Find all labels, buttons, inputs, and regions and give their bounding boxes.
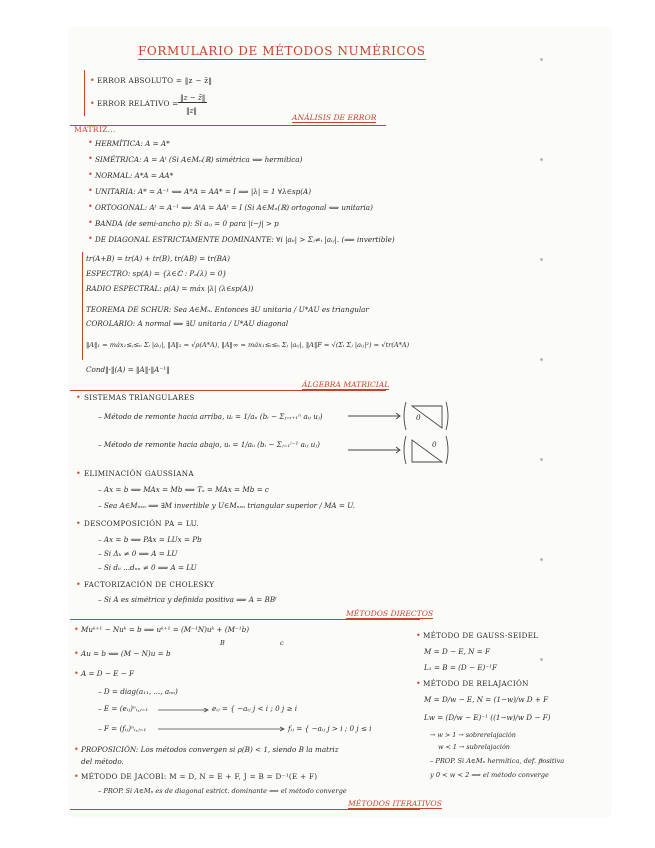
section-rule [70, 125, 386, 126]
matrix-unitary: UNITARIA: A* = A⁻¹ ⟺ A*A = AA* = I ⟹ |λ| = 1 ∀λ∈sp(A) [95, 187, 312, 196]
matrix-symmetric: SIMÉTRICA: A = Aᵗ (Si A∈Mₙ(ℝ) simétrica ⟺ hermítica) [95, 155, 303, 164]
section-rule [82, 252, 83, 360]
gauss-seidel-matrix: L₁ = B = (D − E)⁻¹F [424, 663, 497, 672]
triangular-sketches [348, 398, 478, 468]
over-relaxation: → w > 1 → sobrerelajación [430, 731, 516, 739]
gaussian-elimination: ELIMINACIÓN GAUSSIANA [84, 469, 194, 478]
margin-dot [540, 58, 543, 61]
section-rule [70, 390, 386, 391]
matrix-hermitian: HERMÍTICA: A = A* [95, 139, 170, 148]
margin-dot [540, 458, 543, 461]
under-relaxation: w < 1 → subrelajación [438, 743, 510, 751]
lower-triangle-zero: 0 [432, 440, 437, 449]
relative-error-numerator: ‖z − z̃‖ [180, 93, 206, 102]
absolute-error: ERROR ABSOLUTO = ‖z − z̃‖ [97, 76, 213, 85]
relative-error-label: ERROR RELATIVO = [97, 99, 179, 108]
matrix-diagonal-dominant: DE DIAGONAL ESTRICTAMENTE DOMINANTE: ∀i |aᵢᵢ| > Σⱼ≠ᵢ |aᵢⱼ|. (⟹ invertible) [95, 235, 395, 244]
splitting-equation: Au = b ⟺ (M − N)u = b [81, 649, 171, 658]
convergence-proposition-end: del método. [81, 757, 124, 766]
relaxation-proposition: – PROP. Si A∈Mₙ hermítica, def. positiva [430, 757, 565, 765]
gauss-seidel-splitting: M = D − E, N = F [424, 647, 490, 656]
margin-dot [540, 658, 543, 661]
pa-lu-decomposition: DESCOMPOSICIÓN PA = LU. [84, 519, 199, 528]
gaussian-step-1: – Ax = b ⟺ MAx = Mb ⟺ Tₓ = MAx = Mb = c [98, 485, 269, 494]
splitting-e-def: eᵢⱼ = { −aᵢⱼ j < i ; 0 j ≥ i [212, 704, 298, 713]
notes-page: FORMULARIO DE MÉTODOS NUMÉRICOS • ERROR ABSOLUTO = ‖z − z̃‖ • ERROR RELATIVO = ‖z − z̃‖ ‖z‖ ANÁLISIS DE ERROR MATRIZ... • HERMÍTICA: A = A* • SIMÉTRICA: A = Aᵗ (Si A∈Mₙ(ℝ) simétrica ⟺ hermítica) • NORMAL: A*A = AA* • UNITARIA: A* = A⁻¹ ⟺ A*A = AA* = I ⟹ |λ| = 1 ∀λ∈sp(A) • ORTOGONAL: Aᵗ = A⁻¹ ⟺ AᵗA = AAᵗ = I (Si A∈Mₙ(ℝ) ortogonal ⟺ unitaria) • BANDA (de semi-ancho p): Si aᵢⱼ = 0 para |i−j| > p • DE DIAGONAL ESTRICTAMENTE DOMINANTE: ∀i |aᵢᵢ| > Σⱼ≠ᵢ |aᵢⱼ|. (⟹ invertible) tr(A+B) = tr(A) + tr(B), tr(AB) = tr(BA) ESPECTRO: sp(A) = {λ∈ℂ : Pₐ(λ) = 0} RADIO ESPECTRAL: ρ(A) = máx |λ| (λ∈sp(A)) TEOREMA DE SCHUR: Sea A∈Mₙ. Entonces ∃U unitaria / U*AU es triangular COROLARIO: A normal ⟺ ∃U unitaria / U*AU diagonal ‖A‖₁ = máx₁≤ⱼ≤ₙ Σᵢ |aᵢⱼ|, ‖A‖₂ = √ρ(A*A), ‖A‖∞ = máx₁≤ᵢ≤ₙ Σⱼ |aᵢⱼ|, ‖A‖F = √(Σᵢ Σⱼ |aᵢⱼ|²) = √tr(A*A) Cond‖·‖(A) = ‖A‖·‖A⁻¹‖ ÁLGEBRA MATRICIAL • SISTEMAS TRIANGULARES – Método de remonte hacia arriba, uᵢ = 1/aᵢᵢ (bᵢ − Σⱼ₌ᵢ₊₁ⁿ aᵢⱼ uⱼ) – Método de remonte hacia abajo, uᵢ = 1/aᵢᵢ (bᵢ − Σⱼ₌₁ⁱ⁻¹ aᵢⱼ uⱼ) 0 0 • ELIMINACIÓN GAUSSIANA – Ax = b ⟺ MAx = Mb ⟺ Tₓ = MAx = Mb = c – Sea A∈Mₙₓₙ ⟹ ∃M invertible y U∈Mₙₓₙ triangular superior / MA = U. • DESCOMPOSICIÓN PA = LU. – Ax = b ⟺ PAx = LUx = Pb – Si Δₖ ≠ 0 ⟹ A = LU – Si dᵢᵢ ...dₙₙ ≠ 0 ⟹ A = LU • FACTORIZACIÓN DE CHOLESKY – Si A es simétrica y definida positiva ⟹ A = BBᵗ MÉTODOS DIRECTOS • Muᵏ⁺¹ − Nuᵏ = b ⟹ uᵏ⁺¹ = (M⁻¹N)uᵏ + (M⁻¹b) B c • Au = b ⟺ (M − N)u = b • A = D − E − F – D = diag(a₁₁, ..., aₙₙ) – E = (eᵢⱼ)ⁿᵢ,ⱼ₌₁ eᵢⱼ = { −aᵢⱼ j < i ; 0 j ≥ i – F = (fᵢⱼ)ⁿᵢ,ⱼ₌₁ fᵢⱼ = { −aᵢⱼ j > i ; 0 j ≤ i • PROPOSICIÓN: Los métodos convergen si ρ(B) < 1, siendo B la matriz del método. • MÉTODO DE JACOBI: M = D, N = E + F, J = B = D⁻¹(E + F) – PROP. Si A∈Mₙ es de diagonal estrict. dominante ⟹ el método converge • MÉTODO DE GAUSS-SEIDEL M = D − E, N = F L₁ = B = (D − E)⁻¹F • MÉTODO DE RELAJACIÓN M = D/w − E, N = (1−w)/w D + F Lw = (D/w − E)⁻¹ ((1−w)/w D − F) → w > 1 → sobrerelajación w < 1 → subrelajación – PROP. Si A∈Mₙ hermítica, def. positiva y 0 < w < 2 ⟹ el método converge MÉTODOS ITERATIVOS [70, 28, 610, 816]
pa-lu-step-2: – Si Δₖ ≠ 0 ⟹ A = LU [98, 549, 178, 558]
convergence-proposition: PROPOSICIÓN: Los métodos convergen si ρ(B) < 1, siendo B la matriz [81, 745, 339, 754]
relaxation-splitting: M = D/w − E, N = (1−w)/w D + F [424, 695, 549, 704]
section-rule [84, 70, 85, 116]
splitting-f-def: fᵢⱼ = { −aᵢⱼ j > i ; 0 j ≤ i [288, 724, 372, 733]
section-iterative-label: MÉTODOS ITERATIVOS [348, 799, 442, 808]
spectrum: ESPECTRO: sp(A) = {λ∈ℂ : Pₐ(λ) = 0} [86, 269, 227, 278]
section-rule [70, 619, 420, 620]
forward-substitution: – Método de remonte hacia abajo, uᵢ = 1/aᵢᵢ (bᵢ − Σⱼ₌₁ⁱ⁻¹ aᵢⱼ uⱼ) [98, 440, 320, 449]
relaxation-matrix: Lw = (D/w − E)⁻¹ ((1−w)/w D − F) [424, 713, 551, 722]
iteration-formula: Muᵏ⁺¹ − Nuᵏ = b ⟹ uᵏ⁺¹ = (M⁻¹N)uᵏ + (M⁻¹b) [81, 625, 250, 634]
iteration-vector-c: c [280, 639, 284, 647]
upper-triangle-zero: 0 [416, 413, 421, 422]
relative-error-denominator: ‖z‖ [186, 106, 197, 115]
schur-theorem: TEOREMA DE SCHUR: Sea A∈Mₙ. Entonces ∃U unitaria / U*AU es triangular [86, 305, 369, 314]
page-title: FORMULARIO DE MÉTODOS NUMÉRICOS [138, 44, 426, 58]
spectral-radius: RADIO ESPECTRAL: ρ(A) = máx |λ| (λ∈sp(A)) [86, 284, 254, 293]
splitting-f: – F = (fᵢⱼ)ⁿᵢ,ⱼ₌₁ [98, 724, 147, 733]
gauss-seidel-method: MÉTODO DE GAUSS-SEIDEL [423, 631, 539, 640]
splitting-def: A = D − E − F [81, 669, 134, 678]
matrix-norms: ‖A‖₁ = máx₁≤ⱼ≤ₙ Σᵢ |aᵢⱼ|, ‖A‖₂ = √ρ(A*A), ‖A‖∞ = máx₁≤ᵢ≤ₙ Σⱼ |aᵢⱼ|, ‖A‖F = √(Σᵢ Σⱼ |aᵢⱼ|²) = √tr(A*A) [86, 341, 410, 349]
corollary: COROLARIO: A normal ⟺ ∃U unitaria / U*AU diagonal [86, 319, 289, 328]
iteration-matrix-b: B [220, 639, 225, 647]
margin-dot [540, 358, 543, 361]
margin-dot [540, 158, 543, 161]
splitting-d: – D = diag(a₁₁, ..., aₙₙ) [98, 687, 178, 696]
trace-properties: tr(A+B) = tr(A) + tr(B), tr(AB) = tr(BA) [86, 254, 230, 263]
matrix-heading: MATRIZ... [74, 125, 116, 134]
condition-number: Cond‖·‖(A) = ‖A‖·‖A⁻¹‖ [86, 365, 170, 374]
matrix-normal: NORMAL: A*A = AA* [95, 171, 174, 180]
section-rule [70, 809, 420, 810]
jacobi-method: MÉTODO DE JACOBI: M = D, N = E + F, J = B = D⁻¹(E + F) [81, 772, 318, 781]
section-error-label: ANÁLISIS DE ERROR [292, 113, 377, 122]
pa-lu-step-3: – Si dᵢᵢ ...dₙₙ ≠ 0 ⟹ A = LU [98, 563, 197, 572]
jacobi-proposition: – PROP. Si A∈Mₙ es de diagonal estrict. dominante ⟹ el método converge [98, 787, 347, 795]
matrix-band: BANDA (de semi-ancho p): Si aᵢⱼ = 0 para |i−j| > p [95, 219, 279, 228]
relaxation-proposition-end: y 0 < w < 2 ⟹ el método converge [430, 771, 549, 779]
section-direct-label: MÉTODOS DIRECTOS [346, 609, 434, 618]
splitting-arrows [158, 708, 288, 732]
splitting-e: – E = (eᵢⱼ)ⁿᵢ,ⱼ₌₁ [98, 704, 149, 713]
matrix-orthogonal: ORTOGONAL: Aᵗ = A⁻¹ ⟺ AᵗA = AAᵗ = I (Si A∈Mₙ(ℝ) ortogonal ⟺ unitaria) [95, 203, 373, 212]
triangular-systems: SISTEMAS TRIANGULARES [84, 393, 195, 402]
cholesky-factorization: FACTORIZACIÓN DE CHOLESKY [84, 580, 215, 589]
margin-dot [540, 558, 543, 561]
relaxation-method: MÉTODO DE RELAJACIÓN [423, 679, 529, 688]
cholesky-condition: – Si A es simétrica y definida positiva ⟹ A = BBᵗ [98, 595, 277, 604]
pa-lu-step-1: – Ax = b ⟺ PAx = LUx = Pb [98, 535, 202, 544]
margin-dot [540, 258, 543, 261]
backward-substitution: – Método de remonte hacia arriba, uᵢ = 1/aᵢᵢ (bᵢ − Σⱼ₌ᵢ₊₁ⁿ aᵢⱼ uⱼ) [98, 412, 323, 421]
section-algebra-label: ÁLGEBRA MATRICIAL [302, 380, 390, 389]
gaussian-step-2: – Sea A∈Mₙₓₙ ⟹ ∃M invertible y U∈Mₙₓₙ triangular superior / MA = U. [98, 501, 355, 510]
